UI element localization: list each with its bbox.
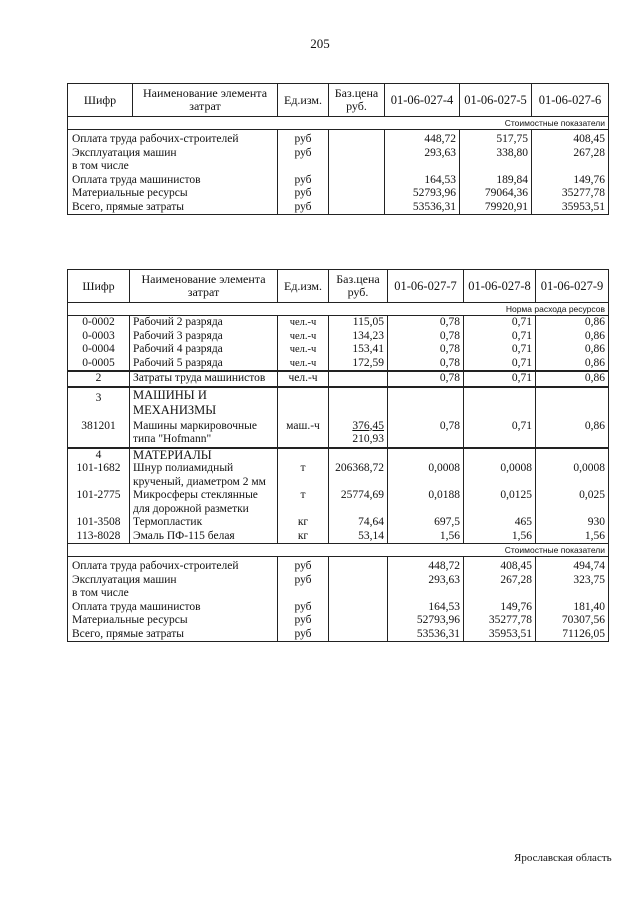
machine-row xyxy=(68,418,609,448)
cost-value: 181,40 xyxy=(536,601,609,615)
cost-row xyxy=(68,160,609,174)
cost-name: Оплата труда машинистов xyxy=(68,601,278,615)
cost-row xyxy=(68,130,609,147)
resource-name: Рабочий 2 разряда xyxy=(130,316,278,330)
resource-unit: чел.-ч xyxy=(278,330,329,344)
resource-name: Термопластик xyxy=(130,516,278,530)
section-title: МАТЕРИАЛЫ xyxy=(130,448,278,463)
norm-label-row xyxy=(68,303,609,316)
cost-row xyxy=(68,557,609,574)
cost-value xyxy=(388,587,464,601)
resource-row xyxy=(68,357,609,372)
cost-value: 149,76 xyxy=(532,174,609,188)
norm-value: 0,71 xyxy=(464,371,536,387)
material-row xyxy=(68,462,609,489)
resource-name: Эмаль ПФ-115 белая xyxy=(130,530,278,544)
norm-value: 0,78 xyxy=(388,316,464,330)
cost-unit xyxy=(278,587,329,601)
section-code: 3 xyxy=(68,387,130,418)
cost-unit xyxy=(278,160,329,174)
cost-name: Эксплуатация машин xyxy=(68,147,278,161)
price-denominator: 210,93 xyxy=(352,433,384,445)
cost-value: 164,53 xyxy=(388,601,464,615)
cost-value: 53536,31 xyxy=(388,628,464,642)
cost-value xyxy=(385,160,460,174)
resource-row xyxy=(68,330,609,344)
norm-value: 0,86 xyxy=(536,371,609,387)
resource-price xyxy=(329,371,388,387)
resource-name: Рабочий 5 разряда xyxy=(130,357,278,372)
cost-table-1 xyxy=(67,83,609,215)
cost-unit: руб xyxy=(278,130,329,147)
cost-name: Эксплуатация машин xyxy=(68,574,278,588)
cost-price xyxy=(329,587,388,601)
resource-row xyxy=(68,343,609,357)
header-unit: Ед.изм. xyxy=(278,270,329,303)
resource-name: Рабочий 4 разряда xyxy=(130,343,278,357)
resource-name: Машины маркировочные типа "Hofmann" xyxy=(130,418,278,448)
table-header-row xyxy=(68,270,609,303)
cost-unit: руб xyxy=(278,187,329,201)
cost-value: 408,45 xyxy=(532,130,609,147)
cost-value: 267,28 xyxy=(464,574,536,588)
cost-price xyxy=(329,201,385,215)
norm-value: 0,78 xyxy=(388,371,464,387)
cost-label: Стоимостные показатели xyxy=(68,544,609,557)
resource-unit: маш.-ч xyxy=(278,418,329,448)
header-code: Шифр xyxy=(68,84,133,117)
norm-value: 0,0008 xyxy=(388,462,464,489)
section-code: 4 xyxy=(68,448,130,463)
cost-value: 71126,05 xyxy=(536,628,609,642)
cost-value: 35277,78 xyxy=(532,187,609,201)
table-header-row xyxy=(68,84,609,117)
header-name: Наименование элемента затрат xyxy=(130,270,278,303)
cost-value: 52793,96 xyxy=(385,187,460,201)
resource-row xyxy=(68,316,609,330)
header-col-3: 01-06-027-9 xyxy=(536,270,609,303)
cost-value: 79064,36 xyxy=(460,187,532,201)
page-number: 205 xyxy=(310,36,330,51)
cost-row xyxy=(68,201,609,215)
footer-region: Ярославская область xyxy=(514,852,612,864)
resource-unit: чел.-ч xyxy=(278,316,329,330)
norm-value: 0,0188 xyxy=(388,489,464,516)
cost-value: 338,80 xyxy=(460,147,532,161)
material-row xyxy=(68,530,609,544)
cost-price xyxy=(329,614,388,628)
empty-cell xyxy=(329,387,388,418)
cost-table-2 xyxy=(67,269,609,642)
resource-name: Микросферы стеклянные для дорожной разметки xyxy=(130,489,278,516)
norm-value: 0,71 xyxy=(464,343,536,357)
resource-unit: чел.-ч xyxy=(278,371,329,387)
cost-value: 267,28 xyxy=(532,147,609,161)
header-col-1: 01-06-027-4 xyxy=(385,84,460,117)
section-2-row xyxy=(68,371,609,387)
cost-value: 517,75 xyxy=(460,130,532,147)
resource-name: Шнур полиамидный крученый, диаметром 2 мм xyxy=(130,462,278,489)
header-base-price: Баз.цена руб. xyxy=(329,270,388,303)
cost-value: 79920,91 xyxy=(460,201,532,215)
cost-value: 494,74 xyxy=(536,557,609,574)
norm-value: 0,71 xyxy=(464,418,536,448)
cost-name: Оплата труда машинистов xyxy=(68,174,278,188)
resource-code: 101-3508 xyxy=(68,516,130,530)
cost-value: 35953,51 xyxy=(532,201,609,215)
norm-value: 697,5 xyxy=(388,516,464,530)
resource-unit: чел.-ч xyxy=(278,343,329,357)
norm-value: 1,56 xyxy=(536,530,609,544)
norm-value: 0,86 xyxy=(536,418,609,448)
cost-name: Всего, прямые затраты xyxy=(68,201,278,215)
resource-name: Затраты труда машинистов xyxy=(130,371,278,387)
cost-price xyxy=(329,130,385,147)
cost-price xyxy=(329,574,388,588)
header-base-price: Баз.цена руб. xyxy=(329,84,385,117)
cost-value: 52793,96 xyxy=(388,614,464,628)
norm-value: 930 xyxy=(536,516,609,530)
cost-price xyxy=(329,174,385,188)
empty-cell xyxy=(388,448,464,463)
resource-price: 115,05 xyxy=(329,316,388,330)
section-label-row xyxy=(68,117,609,130)
empty-cell xyxy=(464,387,536,418)
cost-price xyxy=(329,147,385,161)
empty-cell xyxy=(536,448,609,463)
cost-row xyxy=(68,187,609,201)
cost-value: 448,72 xyxy=(388,557,464,574)
section-code: 2 xyxy=(68,371,130,387)
header-name: Наименование элемента затрат xyxy=(133,84,278,117)
cost-unit: руб xyxy=(278,201,329,215)
resource-price: 25774,69 xyxy=(329,489,388,516)
cost-value: 35953,51 xyxy=(464,628,536,642)
norm-value: 0,0008 xyxy=(464,462,536,489)
cost-price xyxy=(329,187,385,201)
resource-code: 101-2775 xyxy=(68,489,130,516)
norm-value: 0,86 xyxy=(536,357,609,372)
cost-price xyxy=(329,601,388,615)
resource-code: 113-8028 xyxy=(68,530,130,544)
cost-name: Оплата труда рабочих-строителей xyxy=(68,130,278,147)
norm-value: 0,0008 xyxy=(536,462,609,489)
cost-unit: руб xyxy=(278,557,329,574)
cost-value: 293,63 xyxy=(388,574,464,588)
cost-price xyxy=(329,628,388,642)
norm-value: 0,78 xyxy=(388,357,464,372)
cost-value: 448,72 xyxy=(385,130,460,147)
section-4-title-row xyxy=(68,448,609,463)
cost-unit: руб xyxy=(278,614,329,628)
cost-value xyxy=(460,160,532,174)
resource-unit: т xyxy=(278,462,329,489)
header-col-1: 01-06-027-7 xyxy=(388,270,464,303)
cost-row xyxy=(68,147,609,161)
resource-unit: кг xyxy=(278,530,329,544)
cost-name: Материальные ресурсы xyxy=(68,187,278,201)
price-numerator: 376,45 xyxy=(352,419,384,432)
cost-name: в том числе xyxy=(68,160,278,174)
empty-cell xyxy=(536,387,609,418)
cost-unit: руб xyxy=(278,574,329,588)
empty-cell xyxy=(278,387,329,418)
resource-price: 206368,72 xyxy=(329,462,388,489)
header-col-2: 01-06-027-5 xyxy=(460,84,532,117)
resource-code: 381201 xyxy=(68,418,130,448)
cost-name: Оплата труда рабочих-строителей xyxy=(68,557,278,574)
cost-price xyxy=(329,160,385,174)
resource-price: 153,41 xyxy=(329,343,388,357)
resource-price xyxy=(329,418,388,448)
norm-value: 0,86 xyxy=(536,330,609,344)
cost-row xyxy=(68,601,609,615)
norm-value: 0,86 xyxy=(536,316,609,330)
cost-row xyxy=(68,574,609,588)
cost-value: 149,76 xyxy=(464,601,536,615)
resource-price: 53,14 xyxy=(329,530,388,544)
resource-code: 0-0002 xyxy=(68,316,130,330)
header-col-3: 01-06-027-6 xyxy=(532,84,609,117)
header-unit: Ед.изм. xyxy=(278,84,329,117)
norm-value: 0,0125 xyxy=(464,489,536,516)
norm-value: 0,86 xyxy=(536,343,609,357)
empty-cell xyxy=(278,448,329,463)
resource-unit: кг xyxy=(278,516,329,530)
cost-unit: руб xyxy=(278,628,329,642)
empty-cell xyxy=(329,448,388,463)
resource-code: 0-0004 xyxy=(68,343,130,357)
resource-price: 74,64 xyxy=(329,516,388,530)
header-code: Шифр xyxy=(68,270,130,303)
resource-unit: чел.-ч xyxy=(278,357,329,372)
norm-value: 1,56 xyxy=(388,530,464,544)
norm-value: 1,56 xyxy=(464,530,536,544)
resource-price: 134,23 xyxy=(329,330,388,344)
section-label: Стоимостные показатели xyxy=(68,117,609,130)
cost-row xyxy=(68,174,609,188)
norm-value: 0,78 xyxy=(388,330,464,344)
norm-value: 0,78 xyxy=(388,343,464,357)
cost-name: Материальные ресурсы xyxy=(68,614,278,628)
cost-value xyxy=(464,587,536,601)
cost-value: 189,84 xyxy=(460,174,532,188)
resource-code: 0-0005 xyxy=(68,357,130,372)
section-title: МАШИНЫ И МЕХАНИЗМЫ xyxy=(130,387,278,418)
cost-value xyxy=(532,160,609,174)
norm-value: 0,71 xyxy=(464,357,536,372)
resource-name: Рабочий 3 разряда xyxy=(130,330,278,344)
cost-label-row xyxy=(68,544,609,557)
cost-value: 323,75 xyxy=(536,574,609,588)
cost-row xyxy=(68,587,609,601)
cost-value: 35277,78 xyxy=(464,614,536,628)
material-row xyxy=(68,516,609,530)
cost-row xyxy=(68,614,609,628)
cost-unit: руб xyxy=(278,147,329,161)
material-row xyxy=(68,489,609,516)
cost-unit: руб xyxy=(278,601,329,615)
cost-value: 293,63 xyxy=(385,147,460,161)
resource-unit: т xyxy=(278,489,329,516)
cost-price xyxy=(329,557,388,574)
cost-value: 164,53 xyxy=(385,174,460,188)
norm-label: Норма расхода ресурсов xyxy=(68,303,609,316)
norm-value: 0,78 xyxy=(388,418,464,448)
cost-value: 53536,31 xyxy=(385,201,460,215)
cost-value: 408,45 xyxy=(464,557,536,574)
header-col-2: 01-06-027-8 xyxy=(464,270,536,303)
cost-name: в том числе xyxy=(68,587,278,601)
resource-code: 0-0003 xyxy=(68,330,130,344)
resource-price: 172,59 xyxy=(329,357,388,372)
resource-code: 101-1682 xyxy=(68,462,130,489)
empty-cell xyxy=(464,448,536,463)
cost-row xyxy=(68,628,609,642)
cost-value: 70307,56 xyxy=(536,614,609,628)
cost-value xyxy=(536,587,609,601)
cost-name: Всего, прямые затраты xyxy=(68,628,278,642)
norm-value: 0,025 xyxy=(536,489,609,516)
norm-value: 0,71 xyxy=(464,316,536,330)
norm-value: 0,71 xyxy=(464,330,536,344)
empty-cell xyxy=(388,387,464,418)
norm-value: 465 xyxy=(464,516,536,530)
section-3-title-row xyxy=(68,387,609,418)
cost-unit: руб xyxy=(278,174,329,188)
